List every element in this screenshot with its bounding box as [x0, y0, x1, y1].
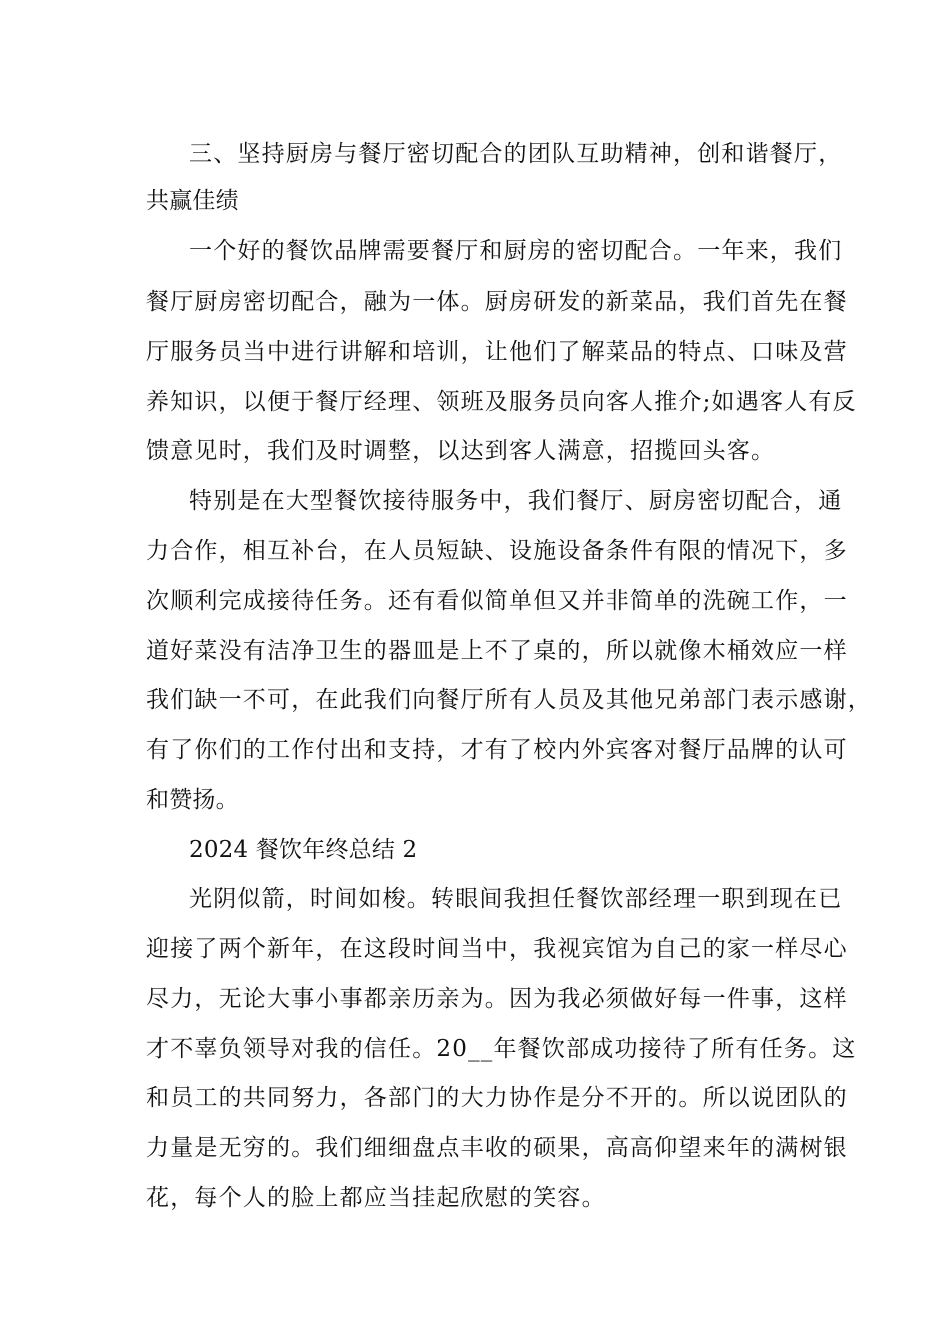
paragraph-1-line-1: 一个好的餐饮品牌需要餐厅和厨房的密切配合。一年来，我们: [189, 238, 843, 264]
paragraph-3-line-3: 尽力，无论大事小事都亲历亲为。因为我必须做好每一件事，这样: [146, 986, 848, 1012]
paragraph-3-line-1: 光阴似箭，时间如梭。转眼间我担任餐饮部经理一职到现在已: [189, 886, 843, 912]
subtitle: 2024 餐饮年终总结 2: [189, 837, 418, 863]
paragraph-1-line-3: 厅服务员当中进行讲解和培训，让他们了解菜品的特点、口味及营: [146, 339, 848, 365]
paragraph-3-line-5: 和员工的共同努力，各部门的大力协作是分不开的。所以说团队的: [146, 1085, 848, 1111]
paragraph-3-line-7: 花，每个人的脸上都应当挂起欣慰的笑容。: [146, 1185, 606, 1211]
paragraph-2-line-3: 次顺利完成接待任务。还有看似简单但又并非简单的洗碗工作，一: [146, 588, 848, 614]
paragraph-2-line-2: 力合作，相互补台，在人员短缺、设施设备条件有限的情况下，多: [146, 538, 848, 564]
paragraph-1-line-4: 养知识，以便于餐厅经理、领班及服务员向客人推介;如遇客人有反: [146, 389, 857, 415]
paragraph-2-line-6: 有了你们的工作付出和支持，才有了校内外宾客对餐厅品牌的认可: [146, 737, 848, 763]
paragraph-3-line-2: 迎接了两个新年，在这段时间当中，我视宾馆为自己的家一样尽心: [146, 936, 848, 962]
section-heading-line-1: 三、坚持厨房与餐厅密切配合的团队互助精神，创和谐餐厅，: [189, 141, 843, 167]
paragraph-3-line-4: 才不辜负领导对我的信任。20__年餐饮部成功接待了所有任务。这: [146, 1036, 857, 1062]
paragraph-2-line-5: 我们缺一不可，在此我们向餐厅所有人员及其他兄弟部门表示感谢，: [146, 687, 872, 713]
paragraph-1-line-2: 餐厅厨房密切配合，融为一体。厨房研发的新菜品，我们首先在餐: [146, 289, 848, 315]
paragraph-2-line-7: 和赞扬。: [146, 787, 239, 813]
paragraph-2-line-1: 特别是在大型餐饮接待服务中，我们餐厅、厨房密切配合，通: [189, 488, 843, 514]
paragraph-3-line-6: 力量是无穷的。我们细细盘点丰收的硕果，高高仰望来年的满树银: [146, 1135, 848, 1161]
paragraph-2-line-4: 道好菜没有洁净卫生的器皿是上不了桌的，所以就像木桶效应一样: [146, 638, 848, 664]
section-heading-line-2: 共赢佳绩: [146, 188, 239, 214]
paragraph-1-line-5: 馈意见时，我们及时调整，以达到客人满意，招揽回头客。: [146, 438, 776, 464]
